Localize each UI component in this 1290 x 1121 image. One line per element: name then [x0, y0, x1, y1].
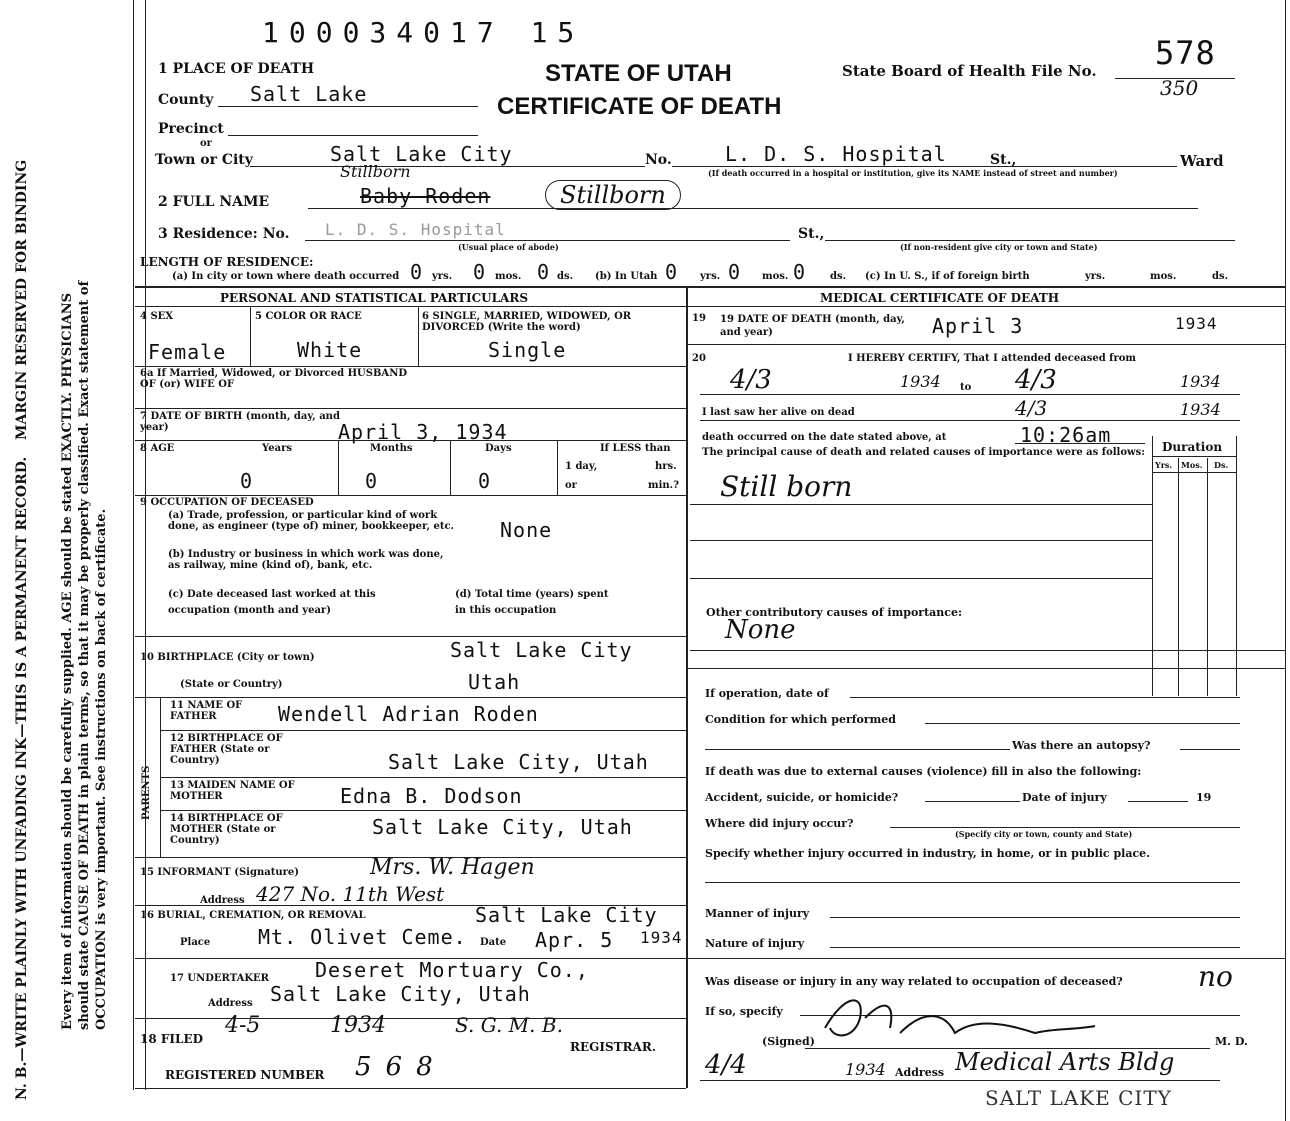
informant-signature: Mrs. W. Hagen [370, 855, 535, 880]
file-number-label: State Board of Health File No. [842, 62, 1097, 80]
hospital-value: L. D. S. Hospital [725, 142, 947, 166]
margin-instruction-2: Every item of information should be carefully supplied. AGE should be stated EXACTLY. PHYSICIANS [60, 292, 75, 1030]
place-of-death-heading: 1 PLACE OF DEATH [158, 61, 315, 77]
age-years-value: 0 [240, 469, 254, 493]
mother-name-value: Edna B. Dodson [340, 784, 523, 808]
duration-ds: Ds. [1214, 460, 1229, 470]
last-saw-year: 1934 [1180, 400, 1221, 419]
certificate-title: CERTIFICATE OF DEATH [497, 93, 782, 120]
certify-label: I HEREBY CERTIFY, That I attended deceased from [848, 353, 1137, 364]
cause-label: The principal cause of death and related causes of importance were as follows: [702, 447, 1145, 458]
date-of-death-year: 1934 [1175, 314, 1218, 333]
father-name-label: 11 NAME OF FATHER [170, 700, 243, 722]
street-label: St., [990, 152, 1017, 168]
nature-of-injury-label: Nature of injury [705, 937, 805, 950]
undertaker-address-label: Address [208, 998, 253, 1009]
city-stamp: SALT LAKE CITY [985, 1086, 1172, 1110]
date-of-death-label: 19 DATE OF DEATH (month, day, and year) [720, 314, 905, 338]
md-label: M. D. [1215, 1035, 1248, 1048]
if-so-specify-label: If so, specify [705, 1005, 783, 1018]
full-name-value: Baby Roden [360, 184, 491, 208]
mother-birthplace-label: 14 BIRTHPLACE OF MOTHER (State or Country) [170, 813, 283, 846]
age-months-value: 0 [365, 469, 379, 493]
registrar-signature: S. G. M. B. [455, 1013, 563, 1037]
town-value: Salt Lake City [330, 142, 513, 166]
attended-to: 4/3 [1015, 365, 1057, 395]
length-city-ds: 0 [537, 260, 551, 284]
length-city-yrs-unit: yrs. [432, 271, 453, 282]
months-label: Months [370, 443, 413, 454]
injury-where-note: (Specify city or town, county and State) [955, 829, 1133, 839]
father-birthplace-value: Salt Lake City, Utah [388, 750, 649, 774]
length-us-label: (c) In U. S., if of foreign birth [865, 271, 1030, 282]
file-number: 578 [1155, 34, 1216, 72]
signature-date: 4/4 [705, 1050, 747, 1080]
injury-specify-label: Specify whether injury occurred in industry, in home, or in public place. [705, 847, 1150, 860]
condition-label: Condition for which performed [705, 713, 896, 726]
precinct-label: Precinct [158, 121, 224, 137]
registrar-label: REGISTRAR. [570, 1040, 657, 1054]
residence-label: 3 Residence: No. [158, 226, 290, 242]
length-utah-yrs: 0 [665, 260, 679, 284]
signed-label: (Signed) [762, 1035, 815, 1048]
residence-note: (Usual place of abode) [458, 242, 559, 252]
undertaker-address-value: Salt Lake City, Utah [270, 982, 531, 1006]
state-title: STATE OF UTAH [545, 60, 732, 87]
mother-birthplace-value: Salt Lake City, Utah [372, 815, 633, 839]
length-city-label: (a) In city or town where death occurred [172, 271, 400, 282]
ward-label: Ward [1180, 152, 1224, 170]
full-name-label: 2 FULL NAME [158, 194, 270, 210]
physician-address-value: Medical Arts Bldg [955, 1048, 1175, 1076]
medical-certificate-heading: MEDICAL CERTIFICATE OF DEATH [820, 291, 1060, 305]
autopsy-label: Was there an autopsy? [1012, 739, 1151, 752]
last-saw-label: I last saw her alive on dead [702, 407, 855, 418]
county-value: Salt Lake [250, 82, 368, 106]
street-no-label: No. [645, 152, 672, 168]
length-utah-mos-unit: mos. [762, 271, 789, 282]
burial-city-value: Salt Lake City [475, 903, 658, 927]
margin-instruction-4: OCCUPATION is very important. See instructions on back of certificate. [94, 508, 109, 1030]
duration-label: Duration [1162, 440, 1223, 454]
physician-signature [805, 988, 1105, 1048]
burial-date-value: Apr. 5 [535, 928, 614, 952]
external-causes-label: If death was due to external causes (violence) fill in also the following: [705, 765, 1142, 778]
dob-label: 7 DATE OF BIRTH (month, day, and year) [140, 411, 340, 433]
informant-address-value: 427 No. 11th West [256, 882, 445, 906]
death-occurred-label: death occurred on the date stated above, at [702, 432, 947, 443]
hrs-label: hrs. [655, 461, 677, 472]
registered-number-label: REGISTERED NUMBER [165, 1068, 325, 1082]
length-city-ds-unit: ds. [557, 271, 574, 282]
town-label: Town or City [155, 152, 253, 168]
attended-from-year: 1934 [900, 372, 941, 391]
length-city-mos: 0 [473, 260, 487, 284]
burial-place-label: Place [180, 937, 211, 948]
birthplace-label: 10 BIRTHPLACE (City or town) [140, 652, 315, 663]
length-city-mos-unit: mos. [495, 271, 522, 282]
duration-mos: Mos. [1181, 460, 1203, 470]
nonresident-note: (If non-resident give city or town and State) [900, 242, 1098, 252]
burial-date-label: Date [480, 937, 507, 948]
manner-of-injury-label: Manner of injury [705, 907, 810, 920]
sex-value: Female [148, 340, 227, 364]
filed-year: 1934 [330, 1013, 386, 1038]
date-of-death-value: April 3 [932, 314, 1024, 338]
length-us-mos-unit: mos. [1150, 271, 1177, 282]
attended-to-year: 1934 [1180, 372, 1221, 391]
length-city-yrs: 0 [410, 260, 424, 284]
residence-value: L. D. S. Hospital [325, 220, 506, 239]
margin-instruction-bold: N. B.—WRITE PLAINLY WITH UNFADING INK—THIS IS A PERMANENT RECORD. [14, 456, 30, 1100]
margin-binding-note: MARGIN RESERVED FOR BINDING [14, 159, 30, 440]
attended-from: 4/3 [730, 365, 772, 395]
last-saw-date: 4/3 [1015, 396, 1048, 420]
birthplace-state-label: (State or Country) [180, 679, 283, 690]
years-label: Years [262, 443, 293, 454]
occupation-related-answer: no [1198, 960, 1233, 993]
undertaker-value: Deseret Mortuary Co., [315, 958, 589, 982]
birthplace-value: Salt Lake City [450, 638, 633, 662]
county-label: County [158, 92, 214, 108]
injury-year-prefix: 19 [1196, 791, 1212, 804]
filed-label: 18 FILED [140, 1032, 203, 1046]
occupation-label: 9 OCCUPATION OF DECEASED [140, 497, 314, 508]
color-value: White [297, 338, 363, 362]
burial-label: 16 BURIAL, CREMATION, OR REMOVAL [140, 910, 366, 921]
cause-value: Still born [720, 470, 853, 503]
margin-instruction-3: should state CAUSE OF DEATH in plain terms, so that it may be properly classified. Exact statement of [77, 280, 92, 1030]
length-us-yrs-unit: yrs. [1085, 271, 1106, 282]
length-utah-yrs-unit: yrs. [700, 271, 721, 282]
occupation-d-label: (d) Total time (years) spent in this occupation [455, 589, 609, 616]
registered-number-value: 568 [355, 1052, 447, 1082]
color-label: 5 COLOR OR RACE [255, 311, 362, 322]
occupation-value: None [500, 518, 553, 542]
file-number-alt: 350 [1160, 76, 1199, 100]
duration-yrs: Yrs. [1155, 460, 1173, 470]
occupation-a-label: (a) Trade, profession, or particular kind of work done, as engineer (type of) miner, bookkeeper, etc. [168, 510, 455, 532]
occupation-b-label: (b) Industry or business in which work was done, as railway, mine (kind of), bank, etc. [168, 549, 444, 571]
to-label: to [960, 382, 972, 393]
father-name-value: Wendell Adrian Roden [278, 702, 539, 726]
dob-value: April 3, 1934 [338, 420, 508, 444]
less-one-day-label: 1 day, [565, 461, 598, 472]
or-min-label: or [565, 480, 577, 491]
hospital-note: (If death occurred in a hospital or institution, give its NAME instead of street and number) [708, 168, 1118, 178]
operation-label: If operation, date of [705, 687, 829, 700]
occupation-related-label: Was disease or injury in any way related to occupation of deceased? [705, 975, 1123, 988]
stillborn-note: Stillborn [340, 162, 411, 181]
date-of-death-number: 19 [692, 313, 706, 324]
length-utah-ds: 0 [793, 260, 807, 284]
other-causes-label: Other contributory causes of importance: [706, 606, 963, 619]
residence-street-label: St., [798, 226, 825, 242]
length-utah-label: (b) In Utah [595, 271, 658, 282]
days-label: Days [485, 443, 512, 454]
accident-label: Accident, suicide, or homicide? [705, 791, 899, 804]
age-label: 8 AGE [140, 443, 175, 454]
less-than-label: If LESS than [600, 443, 671, 454]
husband-wife-label: 6a If Married, Widowed, or Divorced HUSBAND OF (or) WIFE OF [140, 368, 408, 390]
burial-place-value: Mt. Olivet Ceme. [258, 925, 467, 949]
length-utah-mos: 0 [728, 260, 742, 284]
marital-label: 6 SINGLE, MARRIED, WIDOWED, OR DIVORCED (Write the word) [422, 311, 632, 333]
injury-date-label: Date of injury [1022, 791, 1107, 804]
informant-address-label: Address [200, 895, 245, 906]
sex-label: 4 SEX [140, 311, 174, 322]
parents-side-label: PARENTS [141, 765, 152, 820]
certificate-serial: 100034017 15 [262, 16, 585, 49]
death-time: 10:26am [1020, 423, 1112, 447]
certify-number: 20 [692, 353, 706, 364]
or-label: or [200, 138, 212, 149]
occupation-c-label: (c) Date deceased last worked at this occupation (month and year) [168, 589, 376, 616]
physician-address-label: Address [895, 1066, 945, 1079]
informant-label: 15 INFORMANT (Signature) [140, 867, 299, 878]
other-causes-value: None [725, 615, 796, 645]
min-label: min.? [648, 480, 679, 491]
burial-year-value: 1934 [640, 928, 683, 947]
length-of-residence-label: LENGTH OF RESIDENCE: [140, 255, 314, 269]
mother-name-label: 13 MAIDEN NAME OF MOTHER [170, 780, 295, 802]
personal-particulars-heading: PERSONAL AND STATISTICAL PARTICULARS [220, 291, 529, 305]
birthplace-state-value: Utah [468, 670, 521, 694]
signature-year: 1934 [845, 1060, 886, 1079]
father-birthplace-label: 12 BIRTHPLACE OF FATHER (State or Country) [170, 733, 283, 766]
injury-where-label: Where did injury occur? [705, 817, 854, 830]
length-utah-ds-unit: ds. [830, 271, 847, 282]
stillborn-stamp: Stillborn [545, 180, 681, 210]
filed-date: 4-5 [225, 1013, 261, 1038]
marital-value: Single [488, 338, 567, 362]
undertaker-label: 17 UNDERTAKER [170, 973, 269, 984]
length-us-ds-unit: ds. [1212, 271, 1229, 282]
age-days-value: 0 [478, 469, 492, 493]
